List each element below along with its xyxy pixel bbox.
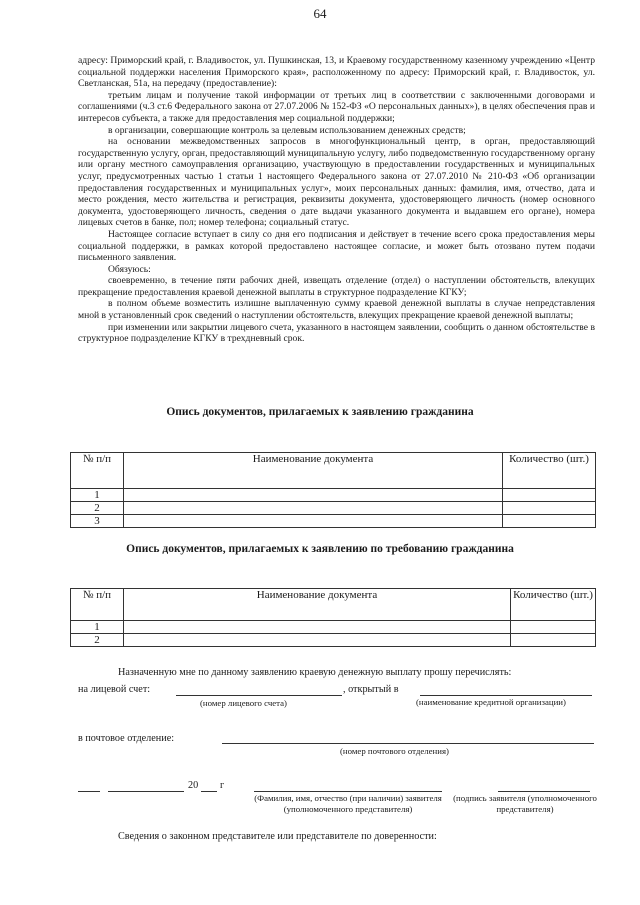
post-office-label: в почтовое отделение: (78, 733, 175, 744)
quantity-cell[interactable] (503, 502, 596, 515)
opened-in-label: , открытый в (343, 684, 399, 695)
bank-name-field[interactable] (420, 695, 592, 696)
table-row (71, 489, 596, 502)
document-name-cell[interactable] (124, 515, 503, 528)
account-number-field[interactable] (176, 695, 342, 696)
paragraph-obligations-heading: Обязуюсь: (108, 263, 151, 275)
table-row (71, 502, 596, 515)
page-number: 64 (313, 6, 327, 21)
documents-table-2 (70, 588, 596, 647)
col-header-name: Наименование документа (124, 453, 503, 489)
paragraph-third-parties: третьим лицам и получение такой информации от третьих лиц в соответствии с заключенными договорами и соглашениями (ч.3 ст.6 Федерального закона от 27.07.2006 № 152-ФЗ «О персональных данных»), в целях обеспечения прав и интересов субъекта, а также для предоставления мер социальной поддержки; (78, 89, 595, 124)
paragraph-obligation-account: при изменении или закрытии лицевого счета, указанного в настоящем заявлении, сообщить о данном обстоятельстве в структурное подразделение КГКУ в трехдневный срок. (78, 321, 595, 345)
paragraph-interagency: на основании межведомственных запросов в многофункциональный центр, в орган, предоставляющий государственную услугу, орган, предоставляющий муниципальную услугу, либо подведомственную государственному органу или органу местного самоуправления организацию, участвующую в предоставлении государственных и муниципальных услуг, предусмотренных частью 1 статьи 1 настоящего Федерального закона от 27.07.2010 № 210-ФЗ «Об организации предоставления государственных и муниципальных услуг», моих персональных данных: фамилия, имя, отчество, дата и место рождения, место жительства и регистрация, реквизиты документа, удостоверяющего личность (номер основного документа, удостоверяющего личность, сведения о дате выдачи указанного документа и выдавшем его органе), номера лицевых счетов в банке, пол; номер телефона; социальный статус. (78, 136, 595, 229)
applicant-name-caption: (Фамилия, имя, отчество (при наличии) заявителя (уполномоченного представителя) (254, 793, 442, 814)
row-number: 1 (71, 621, 124, 634)
row-number: 1 (71, 489, 124, 502)
paragraph-validity: Настоящее согласие вступает в силу со дня его подписания и действует в течение всего срока предоставления меры социальной поддержки, в рамках которой предоставлено настоящее согласие, и может быть отозвано путем подачи письменного заявления. (78, 228, 595, 264)
signature-caption: (подпись заявителя (уполномоченного представителя) (453, 793, 597, 814)
table2-title: Опись документов, прилагаемых к заявлению по требованию гражданина (126, 543, 514, 555)
document-name-cell[interactable] (124, 621, 511, 634)
consent-text (78, 55, 595, 345)
account-number-caption: (номер лицевого счета) (200, 698, 287, 708)
documents-table-1 (70, 452, 596, 528)
col-header-name: Наименование документа (124, 589, 511, 621)
quantity-cell[interactable] (503, 489, 596, 502)
table-row (71, 515, 596, 528)
bank-name-caption: (наименование кредитной организации) (416, 697, 566, 707)
year-suffix: г (220, 780, 225, 791)
paragraph-control-orgs: в организации, совершающие контроль за целевым использованием денежных средств; (108, 124, 466, 136)
document-name-cell[interactable] (124, 502, 503, 515)
document-name-cell[interactable] (124, 489, 503, 502)
row-number: 2 (71, 502, 124, 515)
col-header-num: № п/п (71, 589, 124, 621)
signature-field[interactable] (498, 791, 590, 792)
row-number: 2 (71, 634, 124, 647)
paragraph-obligation-refund: в полном объеме возместить излишне выплаченную сумму краевой денежной выплаты в случае непредставления мной в установленный срок сведений о наступлении обстоятельств, влекущих прекращение краевой денежной выплаты; (78, 298, 595, 322)
date-month-field[interactable] (108, 791, 184, 792)
quantity-cell[interactable] (511, 634, 596, 647)
applicant-name-field[interactable] (254, 791, 442, 792)
table1-title: Опись документов, прилагаемых к заявлению гражданина (166, 406, 474, 418)
post-office-caption: (номер почтового отделения) (340, 746, 449, 756)
document-name-cell[interactable] (124, 634, 511, 647)
table-row (71, 621, 596, 634)
quantity-cell[interactable] (503, 515, 596, 528)
col-header-qty: Количество (шт.) (511, 589, 596, 621)
quantity-cell[interactable] (511, 621, 596, 634)
account-label: на лицевой счет: (78, 684, 151, 695)
paragraph-obligation-notify: своевременно, в течение пяти рабочих дней, извещать отделение (отдел) о наступлении обстоятельств, влекущих прекращение предоставления краевой денежной выплаты в структурное подразделение КГКУ; (78, 275, 595, 298)
col-header-qty: Количество (шт.) (503, 453, 596, 489)
col-header-num: № п/п (71, 453, 124, 489)
date-day-field[interactable] (78, 791, 100, 792)
post-office-field[interactable] (222, 743, 594, 744)
date-year-field[interactable] (201, 791, 217, 792)
representative-info-label: Сведения о законном представителе или представителе по доверенности: (118, 831, 437, 842)
payment-intro: Назначенную мне по данному заявлению краевую денежную выплату прошу перечислять: (118, 667, 512, 678)
paragraph-address: адресу: Приморский край, г. Владивосток, ул. Пушкинская, 13, и Краевому государственному казенному учреждению «Центр социальной поддержки населения Приморского края», расположенному по адресу: Приморский край, г. Владивосток, ул. Светланская, 51а, на передачу (предоставление): (78, 55, 595, 90)
row-number: 3 (71, 515, 124, 528)
table-row (71, 634, 596, 647)
year-prefix: 20 (188, 780, 199, 791)
